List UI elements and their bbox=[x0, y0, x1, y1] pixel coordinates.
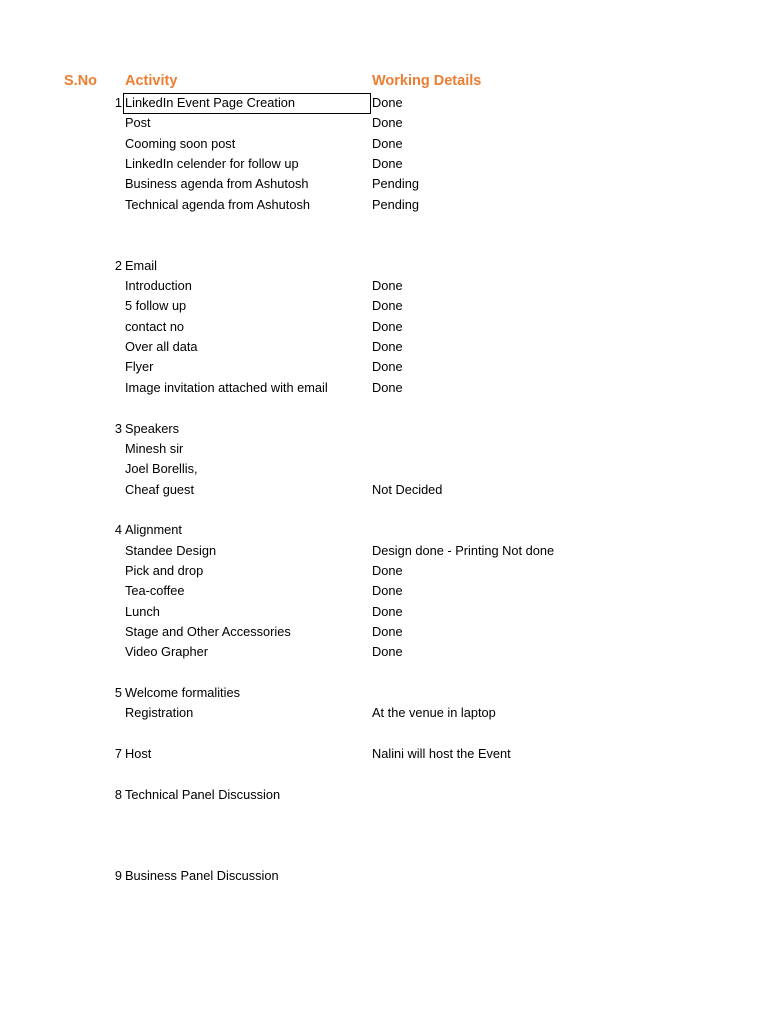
cell-sno[interactable]: 9 bbox=[114, 868, 122, 884]
cell-working-details[interactable]: Done bbox=[372, 318, 403, 334]
table-row bbox=[0, 744, 768, 764]
cell-activity[interactable]: Stage and Other Accessories bbox=[125, 623, 291, 639]
cell-working-details[interactable]: Done bbox=[372, 359, 403, 375]
cell-working-details[interactable]: Pending bbox=[372, 176, 419, 192]
table-row bbox=[0, 93, 768, 113]
table-row bbox=[0, 195, 768, 215]
table-row bbox=[0, 459, 768, 479]
cell-working-details[interactable]: Done bbox=[372, 115, 403, 131]
cell-activity[interactable]: Post bbox=[125, 115, 151, 131]
cell-activity[interactable]: Image invitation attached with email bbox=[125, 379, 328, 395]
table-row bbox=[0, 581, 768, 601]
table-row bbox=[0, 602, 768, 622]
table-row bbox=[0, 622, 768, 642]
table-row bbox=[0, 296, 768, 316]
cell-working-details[interactable]: Done bbox=[372, 623, 403, 639]
table-row bbox=[0, 113, 768, 133]
cell-activity[interactable]: 5 follow up bbox=[125, 298, 187, 314]
cell-activity[interactable]: Joel Borellis, bbox=[125, 461, 198, 477]
cell-activity[interactable]: contact no bbox=[125, 318, 185, 334]
cell-working-details[interactable]: Done bbox=[372, 156, 403, 172]
table-row bbox=[0, 357, 768, 377]
cell-sno[interactable]: 7 bbox=[114, 746, 122, 761]
table-row bbox=[0, 663, 768, 683]
table-row bbox=[0, 764, 768, 784]
table-row bbox=[0, 337, 768, 357]
cell-working-details[interactable]: Done bbox=[372, 95, 403, 110]
table-row bbox=[0, 703, 768, 723]
table-body bbox=[0, 93, 768, 886]
cell-activity[interactable]: Standee Design bbox=[125, 542, 217, 558]
table-row bbox=[0, 398, 768, 418]
cell-working-details[interactable]: Not Decided bbox=[372, 481, 443, 497]
table-row bbox=[0, 256, 768, 276]
table-row bbox=[0, 846, 768, 866]
table-row bbox=[0, 174, 768, 194]
table-row bbox=[0, 724, 768, 744]
cell-activity[interactable]: Video Grapher bbox=[125, 644, 208, 660]
table-row bbox=[0, 683, 768, 703]
cell-sno[interactable]: 4 bbox=[114, 522, 122, 538]
header-sno[interactable]: S.No bbox=[64, 73, 98, 89]
table-row bbox=[0, 215, 768, 235]
cell-activity[interactable]: LinkedIn celender for follow up bbox=[125, 156, 299, 172]
cell-activity[interactable]: Business Panel Discussion bbox=[125, 868, 279, 884]
cell-activity[interactable]: Introduction bbox=[125, 278, 192, 294]
cell-activity[interactable]: Cooming soon post bbox=[125, 135, 236, 151]
cell-working-details[interactable]: Done bbox=[372, 379, 403, 395]
cell-activity[interactable]: Pick and drop bbox=[125, 562, 204, 578]
header-working-details[interactable]: Working Details bbox=[372, 73, 482, 89]
cell-activity-selected[interactable]: LinkedIn Event Page Creation bbox=[123, 93, 371, 114]
table-row bbox=[0, 154, 768, 174]
cell-sno[interactable]: 2 bbox=[114, 257, 122, 273]
table-row bbox=[0, 561, 768, 581]
cell-activity[interactable]: Business agenda from Ashutosh bbox=[125, 176, 309, 192]
cell-sno[interactable]: 8 bbox=[114, 786, 122, 802]
table-row bbox=[0, 866, 768, 886]
cell-activity[interactable]: Technical Panel Discussion bbox=[125, 786, 281, 802]
cell-activity[interactable]: Lunch bbox=[125, 603, 160, 619]
cell-working-details[interactable]: Done bbox=[372, 298, 403, 314]
cell-activity[interactable]: Email bbox=[125, 257, 157, 273]
table-row bbox=[0, 276, 768, 296]
table-row bbox=[0, 419, 768, 439]
spreadsheet-sheet bbox=[0, 72, 768, 886]
cell-activity[interactable]: Speakers bbox=[125, 420, 180, 436]
cell-activity[interactable]: Technical agenda from Ashutosh bbox=[125, 196, 310, 212]
cell-working-details[interactable]: Done bbox=[372, 583, 403, 599]
cell-sno[interactable]: 1 bbox=[114, 95, 122, 110]
cell-working-details[interactable]: Done bbox=[372, 339, 403, 355]
cell-activity[interactable]: Host bbox=[125, 746, 152, 761]
header-activity[interactable]: Activity bbox=[125, 73, 178, 89]
table-row bbox=[0, 785, 768, 805]
cell-activity[interactable]: Minesh sir bbox=[125, 440, 184, 456]
cell-working-details[interactable]: At the venue in laptop bbox=[372, 705, 496, 721]
cell-activity[interactable]: Over all data bbox=[125, 339, 198, 355]
table-row bbox=[0, 520, 768, 540]
table-row bbox=[0, 825, 768, 845]
header-row bbox=[0, 72, 768, 93]
cell-activity[interactable]: Tea-coffee bbox=[125, 583, 185, 599]
cell-sno[interactable]: 5 bbox=[114, 684, 122, 700]
cell-activity[interactable]: Welcome formalities bbox=[125, 684, 240, 700]
table-row bbox=[0, 541, 768, 561]
cell-working-details[interactable]: Done bbox=[372, 644, 403, 660]
cell-activity[interactable]: Registration bbox=[125, 705, 194, 721]
cell-working-details[interactable]: Done bbox=[372, 135, 403, 151]
table-row bbox=[0, 317, 768, 337]
cell-working-details[interactable]: Done bbox=[372, 278, 403, 294]
table-row bbox=[0, 134, 768, 154]
cell-activity[interactable]: Flyer bbox=[125, 359, 154, 375]
cell-working-details[interactable]: Design done - Printing Not done bbox=[372, 542, 555, 558]
table-row bbox=[0, 378, 768, 398]
cell-activity[interactable]: Cheaf guest bbox=[125, 481, 195, 497]
cell-working-details[interactable]: Done bbox=[372, 603, 403, 619]
table-row bbox=[0, 439, 768, 459]
cell-working-details[interactable]: Nalini will host the Event bbox=[372, 746, 511, 761]
cell-activity[interactable]: Alignment bbox=[125, 522, 182, 538]
table-row bbox=[0, 642, 768, 662]
cell-sno[interactable]: 3 bbox=[114, 420, 122, 436]
cell-working-details[interactable]: Done bbox=[372, 562, 403, 578]
table-row bbox=[0, 480, 768, 500]
table-row bbox=[0, 500, 768, 520]
cell-working-details[interactable]: Pending bbox=[372, 196, 419, 212]
table-row bbox=[0, 235, 768, 255]
table-row bbox=[0, 805, 768, 825]
